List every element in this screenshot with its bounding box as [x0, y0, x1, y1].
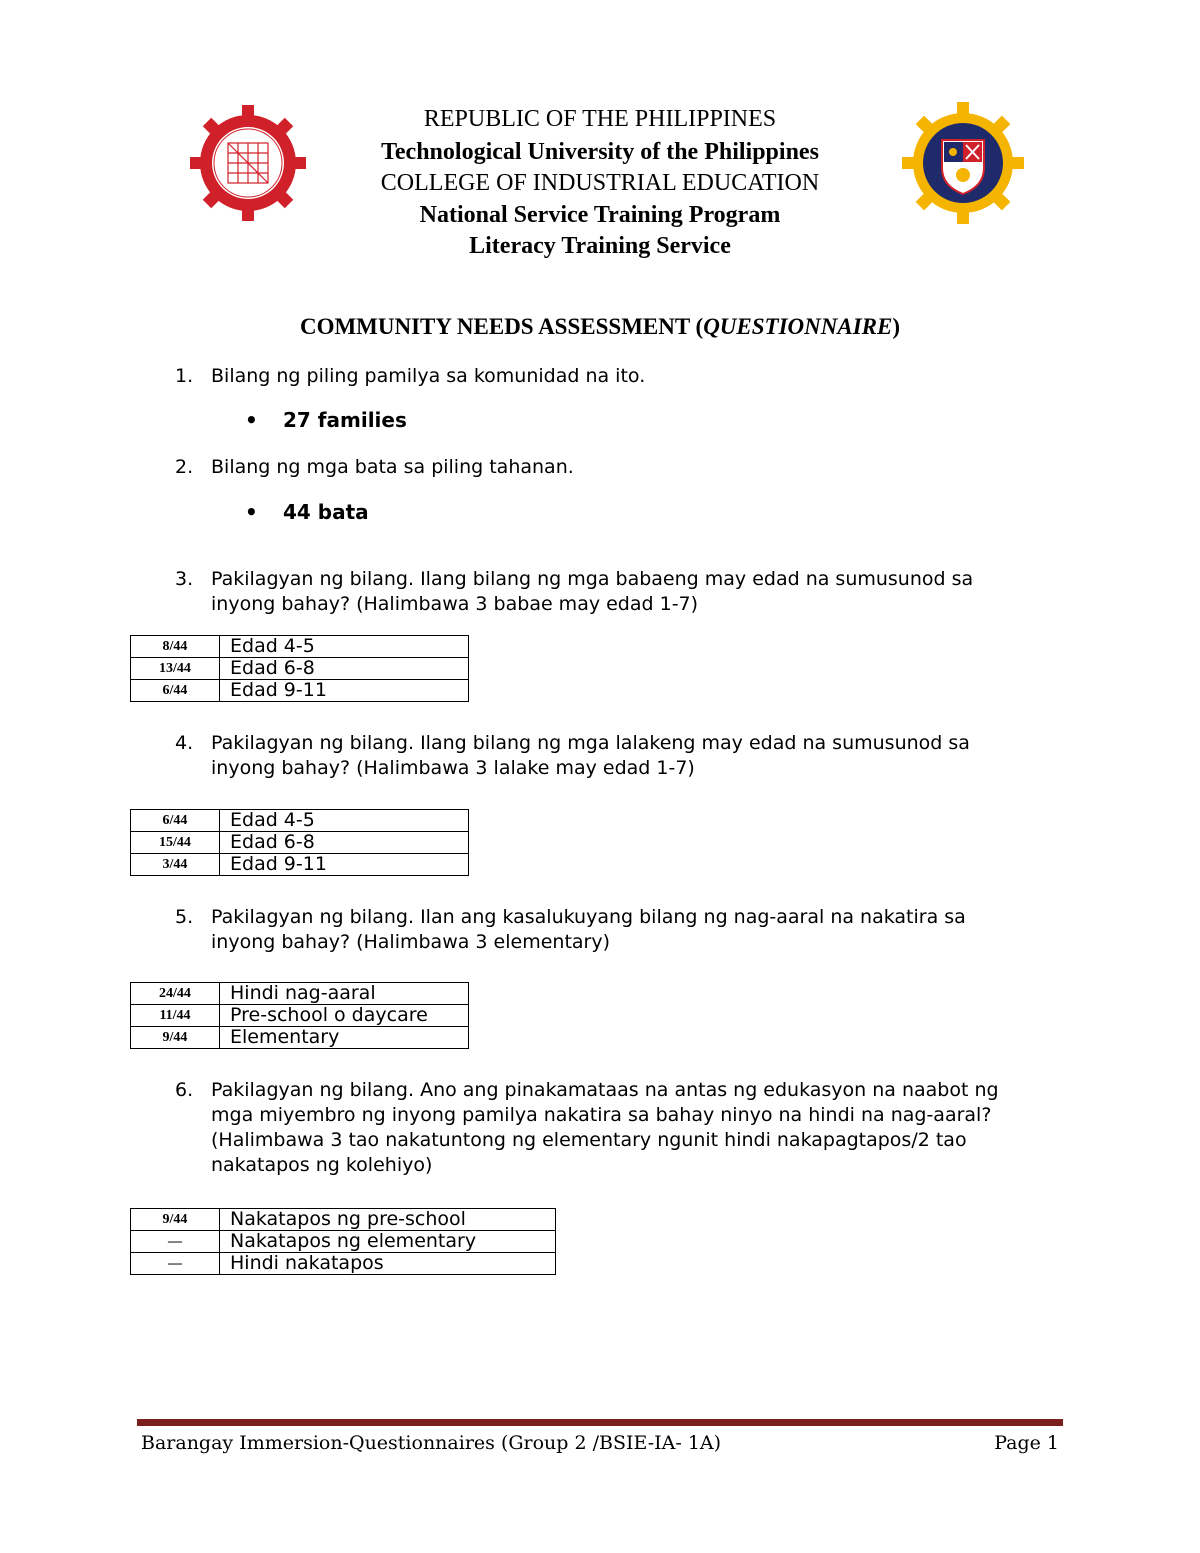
question-text: Bilang ng piling pamilya sa komunidad na ito. [211, 365, 646, 387]
footer-page-number: Page 1 [994, 1432, 1059, 1454]
table-row [131, 1231, 556, 1253]
header-republic: REPUBLIC OF THE PHILIPPINES [423, 106, 777, 132]
label-cell: Hindi nag-aaral [220, 983, 469, 1005]
count-cell: 9/44 [131, 1209, 220, 1231]
table-row [131, 854, 469, 876]
count-cell: 6/44 [131, 810, 220, 832]
question-text: Pakilagyan ng bilang. Ilang bilang ng mga lalakeng may edad na sumusunod sa inyong bahay? (Halimbawa 3 lalake may edad 1-7) [211, 732, 970, 779]
label-cell: Elementary [220, 1027, 469, 1049]
count-cell: 11/44 [131, 1005, 220, 1027]
table-row [131, 832, 469, 854]
answer-table-5 [130, 982, 469, 1049]
question-number: 1. [175, 365, 194, 387]
label-cell: Edad 4-5 [220, 810, 469, 832]
question-number: 2. [175, 456, 194, 478]
count-cell: 15/44 [131, 832, 220, 854]
table-row [131, 983, 469, 1005]
header-college: COLLEGE OF INDUSTRIAL EDUCATION [380, 170, 820, 196]
table-row [131, 1005, 469, 1027]
count-cell: 13/44 [131, 658, 220, 680]
table-row [131, 636, 469, 658]
question-number: 3. [175, 568, 194, 590]
label-cell: Nakatapos ng pre-school [220, 1209, 556, 1231]
bullet-icon: • [245, 408, 258, 432]
count-cell: — [131, 1253, 220, 1275]
table-row [131, 658, 469, 680]
label-cell: Edad 6-8 [220, 658, 469, 680]
question-text: Pakilagyan ng bilang. Ilang bilang ng mga babaeng may edad na sumusunod sa inyong bahay? (Halimbawa 3 babae may edad 1-7) [211, 568, 974, 615]
label-cell: Nakatapos ng elementary [220, 1231, 556, 1253]
answer-table-3 [130, 635, 469, 702]
answer-text: 44 bata [283, 500, 369, 524]
label-cell: Pre-school o daycare [220, 1005, 469, 1027]
question-number: 4. [175, 732, 194, 754]
count-cell: 8/44 [131, 636, 220, 658]
footer-divider [137, 1419, 1063, 1426]
question-number: 6. [175, 1079, 194, 1101]
label-cell: Edad 4-5 [220, 636, 469, 658]
count-cell: 3/44 [131, 854, 220, 876]
bullet-icon: • [245, 500, 258, 524]
question-number: 5. [175, 906, 194, 928]
label-cell: Edad 9-11 [220, 680, 469, 702]
count-cell: — [131, 1231, 220, 1253]
count-cell: 9/44 [131, 1027, 220, 1049]
count-cell: 24/44 [131, 983, 220, 1005]
label-cell: Hindi nakatapos [220, 1253, 556, 1275]
table-row [131, 1209, 556, 1231]
page-title [0, 314, 1200, 340]
answer-table-4 [130, 809, 469, 876]
label-cell: Edad 9-11 [220, 854, 469, 876]
header-university: Technological University of the Philippines [381, 139, 819, 165]
table-row [131, 680, 469, 702]
answer-table-6 [130, 1208, 556, 1275]
question-text: Bilang ng mga bata sa piling tahanan. [211, 456, 574, 478]
question-text: Pakilagyan ng bilang. Ilan ang kasalukuyang bilang ng nag-aaral na nakatira sa inyong bahay? (Halimbawa 3 elementary) [211, 906, 966, 953]
answer-text: 27 families [283, 408, 407, 432]
table-row [131, 1253, 556, 1275]
table-row [131, 1027, 469, 1049]
footer-document-title: Barangay Immersion-Questionnaires (Group 2 /BSIE-IA- 1A) [141, 1432, 722, 1454]
table-row [131, 810, 469, 832]
title-close: ) [892, 314, 901, 339]
question-text: Pakilagyan ng bilang. Ano ang pinakamataas na antas ng edukasyon na naabot ng mga miyembro ng inyong pamilya nakatira sa bahay ninyo na hindi na nag-aaral? (Halimbawa 3 tao nakatuntong ng elementary ngunit hindi nakapagtapos/2 tao nakatapos ng kolehiyo) [211, 1079, 999, 1176]
header-lts: Literacy Training Service [469, 233, 731, 259]
label-cell: Edad 6-8 [220, 832, 469, 854]
count-cell: 6/44 [131, 680, 220, 702]
header-nstp: National Service Training Program [419, 202, 781, 228]
title-italic: QUESTIONNAIRE [703, 314, 893, 339]
title-main: COMMUNITY NEEDS ASSESSMENT ( [299, 314, 704, 339]
